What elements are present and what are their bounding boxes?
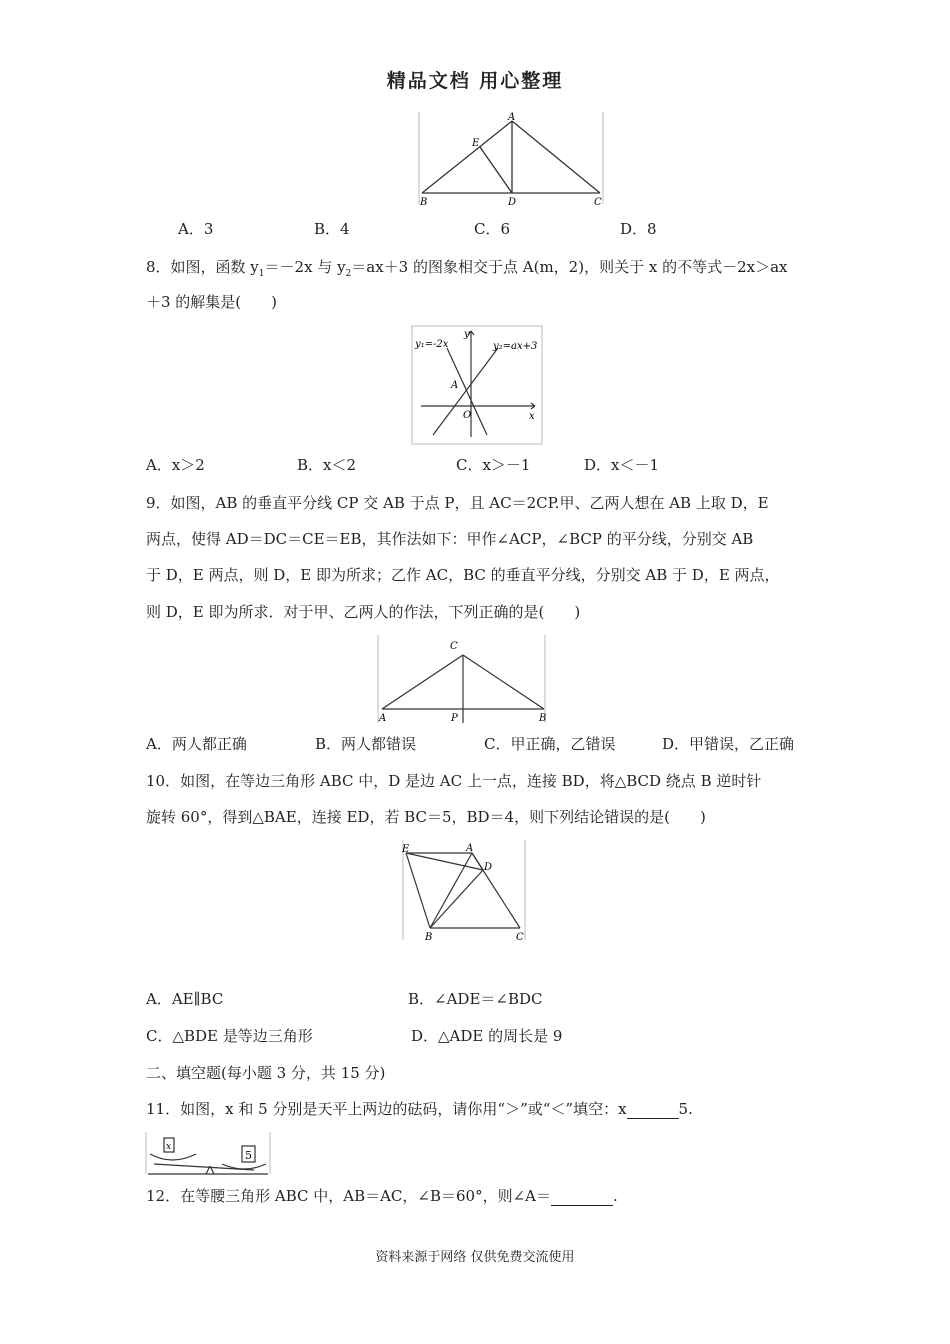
section-2-title: 二、填空题(每小题 3 分，共 15 分) [146,1064,386,1082]
q9-label-c: C [450,641,458,652]
q8-stem-line1 [146,257,787,284]
q8-stem-line2: ＋3 的解集是( ) [146,293,278,311]
q8-sub-2: 2 [345,269,352,279]
q10-label-a: A [466,843,474,854]
q9-stem-line1: 9．如图，AB 的垂直平分线 CP 交 AB 于点 P，且 AC＝2CP.甲、乙两人想在 AB 上取 D，E [146,494,769,512]
q9-label-b: B [539,713,547,724]
q11-stem-part2: 5. [678,1100,693,1118]
q11-stem-part1: 11．如图，x 和 5 分别是天平上两边的砝码，请你用“＞”或“＜”填空：x [146,1100,627,1118]
q10-label-d: D [484,862,493,873]
q9-option-d: D．甲错误，乙正确 [662,735,795,753]
q11-label-5: 5 [245,1149,252,1162]
q10-label-e: E [402,844,410,855]
q11-stem [146,1099,693,1119]
q8-label-x-axis: x [529,411,535,422]
q9-stem-line2: 两点，使得 AD＝DC＝CE＝EB，其作法如下：甲作∠ACP，∠BCP 的平分线，分别交 AB [146,530,754,548]
q8-option-a: A．x＞2 [146,456,205,474]
q8-option-b: B．x＜2 [297,456,357,474]
q8-stem-part1: 8．如图，函数 y [146,258,259,276]
q10-rotation-figure [400,840,528,942]
q10-option-c: C．△BDE 是等边三角形 [146,1027,313,1045]
q10-stem-line2: 旋转 60°，得到△BAE，连接 ED，若 BC＝5，BD＝4，则下列结论错误的是( ) [146,808,706,826]
q8-label-y-axis: y [464,329,470,340]
q8-stem-part3: ＝ax＋3 的图象相交于点 A(m，2)，则关于 x 的不等式－2x＞ax [351,258,788,276]
q9-stem-line3: 于 D，E 两点，则 D，E 即为所求；乙作 AC，BC 的垂直平分线，分别交 AB 于 D，E 两点， [146,566,780,584]
page-footer-note: 资料来源于网络 仅供免费交流使用 [375,1250,575,1265]
q7-label-b: B [420,197,428,208]
q9-label-p: P [451,713,458,724]
q10-stem-line1: 10．如图，在等边三角形 ABC 中，D 是边 AC 上一点，连接 BD，将△BCD 绕点 B 逆时针 [146,772,762,790]
q10-label-b: B [425,932,433,942]
q11-answer-blank[interactable] [627,1102,679,1119]
q7-option-c: C．6 [474,220,511,238]
page-header-title: 精品文档 用心整理 [386,70,564,92]
q9-triangle-figure [376,635,548,725]
q7-label-c: C [594,197,602,208]
q10-option-b: B．∠ADE＝∠BDC [408,990,543,1008]
q8-label-y1: y₁=-2x [415,339,449,350]
q8-graph-figure [411,325,543,445]
q8-sub-1: 1 [258,269,265,279]
q10-label-c: C [516,932,524,942]
q7-label-a: A [508,112,516,123]
q9-stem-line4: 则 D，E 即为所求．对于甲、乙两人的作法，下列正确的是( ) [146,603,581,621]
q12-stem-part2: . [612,1187,618,1205]
q10-option-a: A．AE∥BC [146,990,224,1008]
q8-label-y2: y₂=ax+3 [493,341,538,352]
q7-triangle-figure [416,112,606,208]
q7-label-e: E [472,138,480,149]
q8-option-d: D．x＜－1 [584,456,660,474]
q9-label-a: A [379,713,387,724]
q12-stem-part1: 12．在等腰三角形 ABC 中，AB＝AC，∠B＝60°，则∠A＝ [146,1187,551,1205]
q12-stem [146,1186,618,1206]
q7-option-b: B．4 [314,220,350,238]
q7-label-d: D [508,197,517,208]
q8-stem-part2: ＝－2x 与 y [264,258,346,276]
q8-label-o: O [463,410,472,421]
q9-option-c: C．甲正确，乙错误 [484,735,616,753]
q11-label-x: x [166,1142,172,1152]
q9-option-b: B．两人都错误 [315,735,417,753]
q8-label-a: A [451,380,459,391]
q8-option-c: C．x＞－1 [456,456,531,474]
q10-option-d: D．△ADE 的周长是 9 [411,1027,563,1045]
q9-option-a: A．两人都正确 [146,735,247,753]
q7-option-a: A．3 [178,220,214,238]
q12-answer-blank[interactable] [551,1189,613,1206]
q11-balance-figure [144,1132,272,1176]
q7-option-d: D．8 [620,220,657,238]
